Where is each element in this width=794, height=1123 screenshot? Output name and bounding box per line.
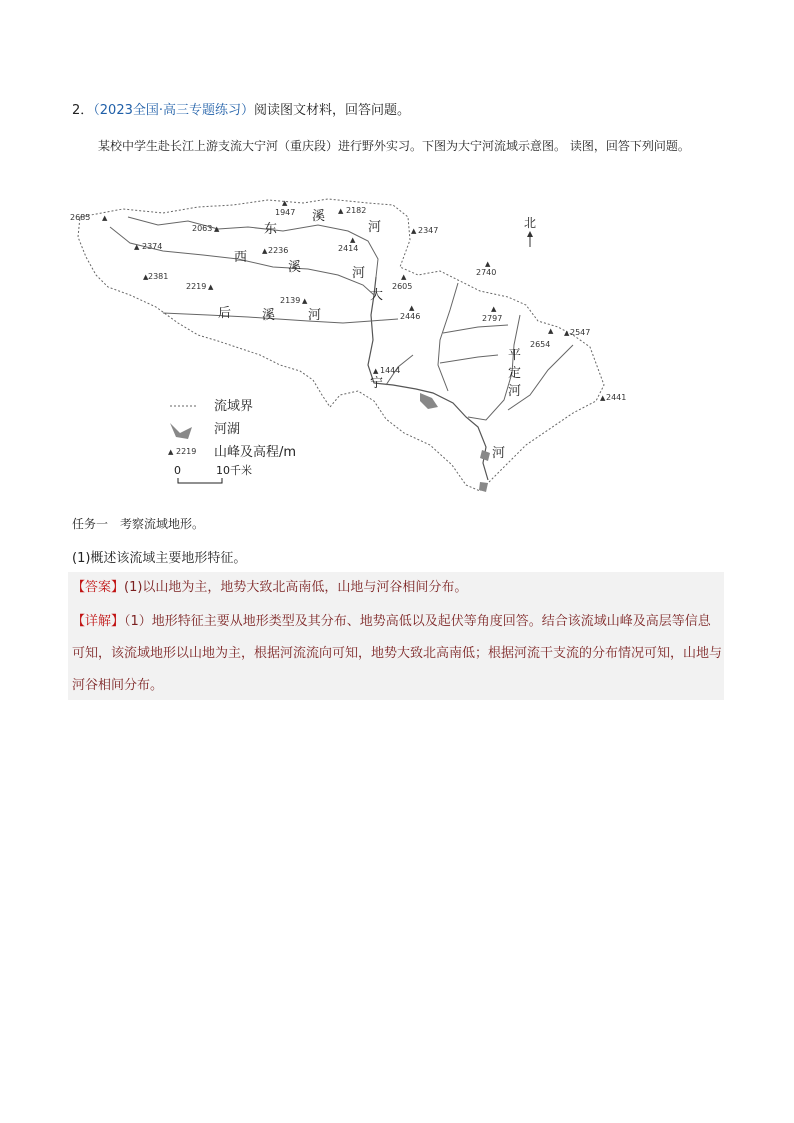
legend-peak-sample: 2219 xyxy=(176,447,197,456)
peak-icon: ▲ xyxy=(302,297,308,305)
question-header xyxy=(72,102,410,120)
peak-icon: ▲ xyxy=(262,247,268,255)
peak-icon: ▲ xyxy=(350,236,356,244)
daning-river xyxy=(368,277,488,480)
task-heading: 任务一 考察流域地形。 xyxy=(72,517,205,531)
lake-1 xyxy=(420,393,438,409)
peak-icon: ▲ xyxy=(401,273,407,281)
river-label-xixi: 河 xyxy=(352,266,366,281)
peak-label: 2605 xyxy=(392,282,413,291)
peak-label: 2139 xyxy=(280,296,301,305)
lake-legend-icon xyxy=(170,423,192,439)
answer xyxy=(72,578,467,598)
question-source[interactable]: （2023全国·高三专题练习） xyxy=(93,103,254,118)
river-label-dongxi: 河 xyxy=(368,220,382,235)
peak-icon: ▲ xyxy=(208,283,214,291)
peak-label: 2063 xyxy=(192,224,213,233)
scale-bar xyxy=(178,478,222,483)
answer-text: (1)以山地为主，地势大致北高南低，山地与河谷相间分布。 xyxy=(124,580,468,595)
peak-label: 2797 xyxy=(482,314,503,323)
peak-legend-icon: ▲ xyxy=(168,448,174,456)
peak-icon: ▲ xyxy=(134,243,140,251)
peak-icon: ▲ xyxy=(143,273,149,281)
peak-icon: ▲ xyxy=(409,304,415,312)
river-label-dongxi: 溪 xyxy=(312,209,326,224)
detail xyxy=(72,606,722,702)
answer-tag: 【答案】 xyxy=(72,580,125,595)
peak-label: 2685 xyxy=(70,213,91,222)
peak-label: 2654 xyxy=(530,340,551,349)
peak-icon: ▲ xyxy=(485,260,491,268)
peak-label: 2381 xyxy=(148,272,169,281)
peak-label: 2219 xyxy=(186,282,207,291)
lake-3 xyxy=(479,482,488,492)
river-label-houxi: 溪 xyxy=(262,308,276,323)
peak-icon: ▲ xyxy=(564,329,570,337)
peak-icon: ▲ xyxy=(600,394,606,402)
peak-icon: ▲ xyxy=(214,225,220,233)
lake-2 xyxy=(480,450,490,461)
legend-peak-label: 山峰及高程/m xyxy=(214,445,297,460)
peak-icon: ▲ xyxy=(491,305,497,313)
question-prompt: 阅读图文材料，回答问题。 xyxy=(254,103,411,118)
peak-label: 2740 xyxy=(476,268,497,277)
peak-label: 2547 xyxy=(570,328,591,337)
river-label-xixi: 西 xyxy=(234,250,248,265)
peak-icon: ▲ xyxy=(411,227,417,235)
question-number: 2． xyxy=(72,103,94,118)
detail-tag: 【详解】 xyxy=(72,614,125,629)
peak-label: 1444 xyxy=(380,366,401,375)
scale-unit: 10千米 xyxy=(216,464,252,477)
river-label-daning: 河 xyxy=(492,446,506,461)
scale-zero: 0 xyxy=(174,464,181,477)
sub-question: (1)概述该流域主要地形特征。 xyxy=(72,551,247,566)
peak-icon: ▲ xyxy=(282,199,288,207)
peak-icon: ▲ xyxy=(373,367,379,375)
houxi-river xyxy=(163,313,398,323)
river-label-houxi: 河 xyxy=(308,308,322,323)
river-label-xixi: 溪 xyxy=(288,260,302,275)
river-label-houxi: 后 xyxy=(218,306,232,321)
peak-icon: ▲ xyxy=(102,214,108,222)
legend-lake-label: 河湖 xyxy=(214,422,241,437)
peak-labels xyxy=(70,206,626,402)
river-label-daning: 大 xyxy=(370,288,384,303)
peak-icon: ▲ xyxy=(548,327,554,335)
peak-label: 1947 xyxy=(275,208,296,217)
peak-icon: ▲ xyxy=(338,207,344,215)
peak-label: 2441 xyxy=(606,393,627,402)
peak-label: 2446 xyxy=(400,312,421,321)
river-label-pingding: 平 xyxy=(508,348,522,363)
east-tributary-2 xyxy=(443,325,508,333)
peak-label: 2414 xyxy=(338,244,359,253)
east-tributary-3 xyxy=(440,355,498,363)
east-tributary-1 xyxy=(438,283,458,391)
peak-label: 2347 xyxy=(418,226,439,235)
river-label-dongxi: 东 xyxy=(264,222,278,237)
peak-label: 2236 xyxy=(268,246,289,255)
legend-boundary-label: 流域界 xyxy=(214,399,254,414)
river-label-pingding: 定 xyxy=(508,366,522,381)
river-label-pingding: 河 xyxy=(508,384,522,399)
intro-paragraph: 某校中学生赴长江上游支流大宁河（重庆段）进行野外实习。下图为大宁河流域示意图。 读图，回答下列问题。 xyxy=(98,139,690,153)
map-legend xyxy=(168,398,296,483)
compass-label: 北 xyxy=(524,216,537,230)
watershed-map xyxy=(68,195,628,500)
detail-text: （1）地形特征主要从地形类型及其分布、地势高低以及起伏等角度回答。结合该流域山峰及高层等信息可知，该流域地形以山地为主，根据河流流向可知，地势大致北高南低；根据河流干支流的分布情况可知，山地与河谷相间分布。 xyxy=(72,614,723,693)
peak-label: 2374 xyxy=(142,242,163,251)
peak-label: 2182 xyxy=(346,206,367,215)
river-label-daning: 宁 xyxy=(370,376,384,391)
